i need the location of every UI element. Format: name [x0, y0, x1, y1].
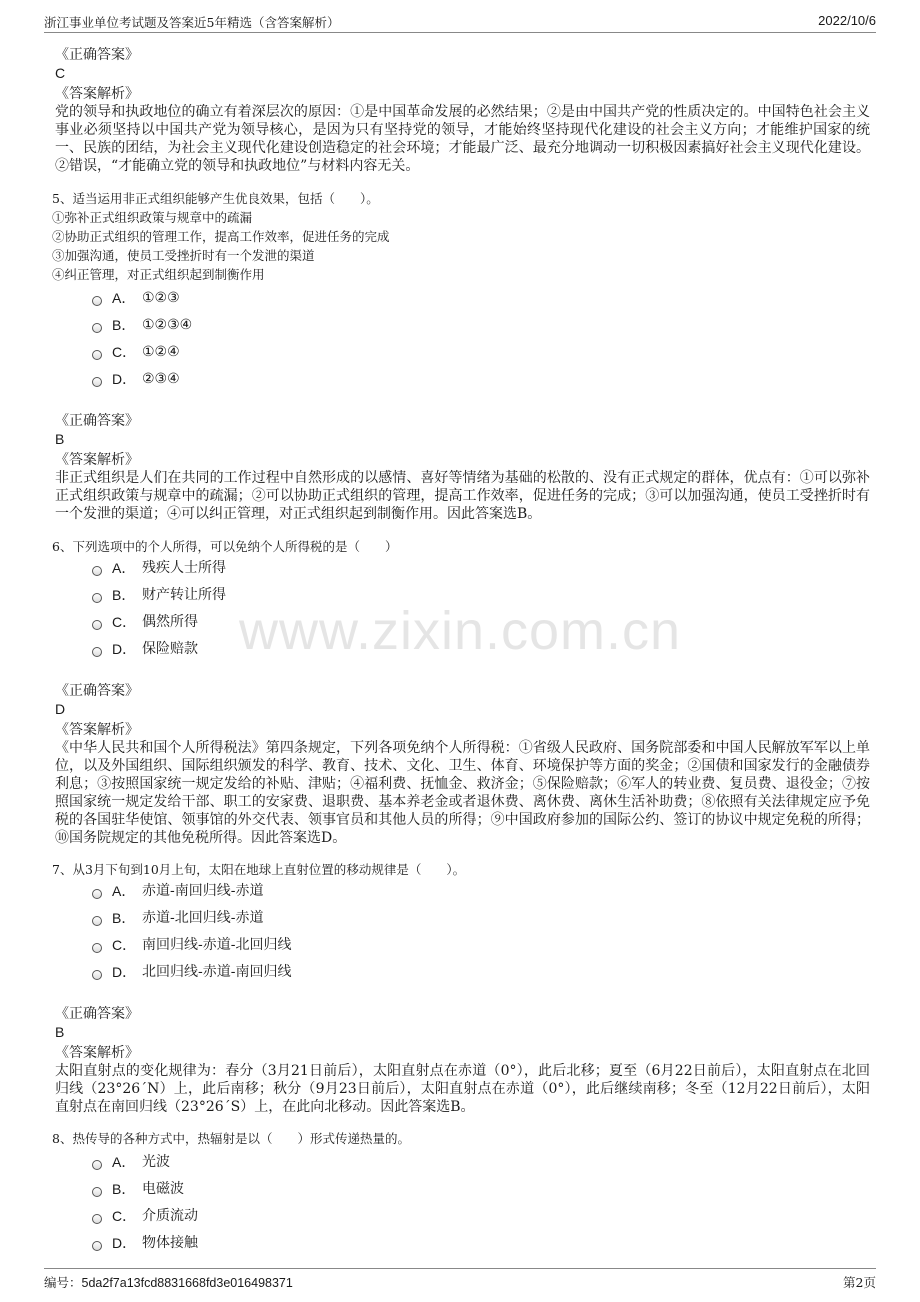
radio-icon[interactable] — [92, 323, 102, 333]
page-header — [44, 10, 876, 33]
page-number: 第2页 — [843, 1275, 876, 1290]
option-a[interactable]: A． 残疾人士所得 — [92, 558, 226, 578]
radio-icon[interactable] — [92, 350, 102, 360]
analysis-text: 《中华人民共和国个人所得税法》第四条规定，下列各项免纳个人所得税：①省级人民政府、国务院部委和中国人民解放军军以上单位，以及外国组织、国际组织颁发的科学、教育、技术、文化、卫生、体育、环境保护等方面的奖金；②国债和国家发行的金融债券利息；③按照国家统一规定发给的补贴、津贴；④福利费、抚恤金、救济金；⑤保险赔款；⑥军人的转业费、复员费、退役金；⑦按照国家统一规定发给干部、职工的安家费、退职费、基本养老金或者退休费、离休费、离休生活补助费；⑧依照有关法律规定应予免税的各国驻华使馆、领事馆的外交代表、领事官员和其他人员的所得；⑨中国政府参加的国际公约、签订的协议中规定免税的所得；⑩国务院规定的其他免税所得。因此答案选D。 — [55, 740, 870, 846]
correct-answer-label: 《正确答案》 — [55, 413, 139, 429]
question-item: ①弥补正式组织政策与规章中的疏漏 — [52, 210, 253, 225]
question-stem: 8、热传导的各种方式中，热辐射是以（ ）形式传递热量的。 — [52, 1131, 410, 1146]
radio-icon[interactable] — [92, 1241, 102, 1251]
option-b[interactable]: B． 财产转让所得 — [92, 585, 226, 605]
question-stem: 7、从3月下旬到10月上旬，太阳在地球上直射位置的移动规律是（ ）。 — [52, 862, 466, 877]
option-c[interactable]: C． 南回归线-赤道-北回归线 — [92, 935, 291, 955]
radio-icon[interactable] — [92, 1187, 102, 1197]
analysis-text: 非正式组织是人们在共同的工作过程中自然形成的以感情、喜好等情绪为基础的松散的、没有正式规定的群体，优点有：①可以弥补正式组织政策与规章中的疏漏；②可以协助正式组织的管理，提高工作效率，促进任务的完成；③可以加强沟通，使员工受挫折时有一个发泄的渠道；④可以纠正管理，对正式组织起到制衡作用。因此答案选B。 — [55, 470, 870, 522]
option-a[interactable]: A． 光波 — [92, 1152, 170, 1172]
question-item: ④纠正管理，对正式组织起到制衡作用 — [52, 267, 265, 282]
question-stem: 6、下列选项中的个人所得，可以免纳个人所得税的是（ ） — [52, 539, 398, 554]
option-c[interactable]: C． ①②④ — [92, 342, 180, 362]
correct-answer: D — [55, 701, 66, 717]
watermark: www.zixin.com.cn — [238, 601, 682, 661]
correct-answer: B — [55, 431, 65, 447]
question-stem: 5、适当运用非正式组织能够产生优良效果，包括（ ）。 — [52, 191, 379, 206]
analysis-text: 党的领导和执政地位的确立有着深层次的原因：①是中国革命发展的必然结果；②是由中国共产党的性质决定的。中国特色社会主义事业必须坚持以中国共产党为领导核心，是因为只有坚持党的领导，才能始终坚持现代化建设的社会主义方向；才能维护国家的统一、民族的团结，为社会主义现代化建设创造稳定的社会环境；才能最广泛、最充分地调动一切积极因素搞好社会主义现代化建设。②错误，“才能确立党的领导和执政地位”与材料内容无关。 — [55, 104, 870, 174]
radio-icon[interactable] — [92, 647, 102, 657]
radio-icon[interactable] — [92, 593, 102, 603]
correct-answer: B — [55, 1024, 65, 1040]
correct-answer-label: 《正确答案》 — [55, 683, 139, 699]
radio-icon[interactable] — [92, 943, 102, 953]
option-b[interactable]: B． ①②③④ — [92, 315, 192, 335]
option-b[interactable]: B． 电磁波 — [92, 1179, 184, 1199]
option-c[interactable]: C． 介质流动 — [92, 1206, 198, 1226]
radio-icon[interactable] — [92, 1214, 102, 1224]
correct-answer-label: 《正确答案》 — [55, 47, 139, 63]
document-title: 浙江事业单位考试题及答案近5年精选（含答案解析） — [44, 15, 340, 30]
radio-icon[interactable] — [92, 889, 102, 899]
question-item: ③加强沟通，使员工受挫折时有一个发泄的渠道 — [52, 248, 315, 263]
option-c[interactable]: C． 偶然所得 — [92, 612, 198, 632]
radio-icon[interactable] — [92, 970, 102, 980]
radio-icon[interactable] — [92, 296, 102, 306]
document-date: 2022/10/6 — [818, 13, 876, 28]
option-b[interactable]: B． 赤道-北回归线-赤道 — [92, 908, 263, 928]
radio-icon[interactable] — [92, 566, 102, 576]
radio-icon[interactable] — [92, 377, 102, 387]
radio-icon[interactable] — [92, 916, 102, 926]
analysis-text: 太阳直射点的变化规律为：春分（3月21日前后），太阳直射点在赤道（0°），此后北移；夏至（6月22日前后），太阳直射点在北回归线（23°26´N）上，此后南移；秋分（9月23日前后），太阳直射点在赤道（0°），此后继续南移；冬至（12月22日前后），太阳直射点在南回归线（23°26´S）上，在此向北移动。因此答案选B。 — [55, 1063, 870, 1115]
page-footer — [44, 1268, 876, 1291]
analysis-label: 《答案解析》 — [55, 722, 139, 738]
option-a[interactable]: A． 赤道-南回归线-赤道 — [92, 881, 263, 901]
option-d[interactable]: D． 北回归线-赤道-南回归线 — [92, 962, 291, 982]
radio-icon[interactable] — [92, 620, 102, 630]
analysis-label: 《答案解析》 — [55, 1045, 139, 1061]
option-d[interactable]: D． ②③④ — [92, 369, 180, 389]
question-item: ②协助正式组织的管理工作，提高工作效率，促进任务的完成 — [52, 229, 390, 244]
analysis-label: 《答案解析》 — [55, 452, 139, 468]
radio-icon[interactable] — [92, 1160, 102, 1170]
analysis-label: 《答案解析》 — [55, 86, 139, 102]
correct-answer-label: 《正确答案》 — [55, 1006, 139, 1022]
document-code: 编号：5da2f7a13fcd8831668fd3e016498371 — [44, 1275, 293, 1290]
option-d[interactable]: D． 物体接触 — [92, 1233, 198, 1253]
option-d[interactable]: D． 保险赔款 — [92, 639, 198, 659]
option-a[interactable]: A． ①②③ — [92, 288, 180, 308]
correct-answer: C — [55, 65, 66, 81]
